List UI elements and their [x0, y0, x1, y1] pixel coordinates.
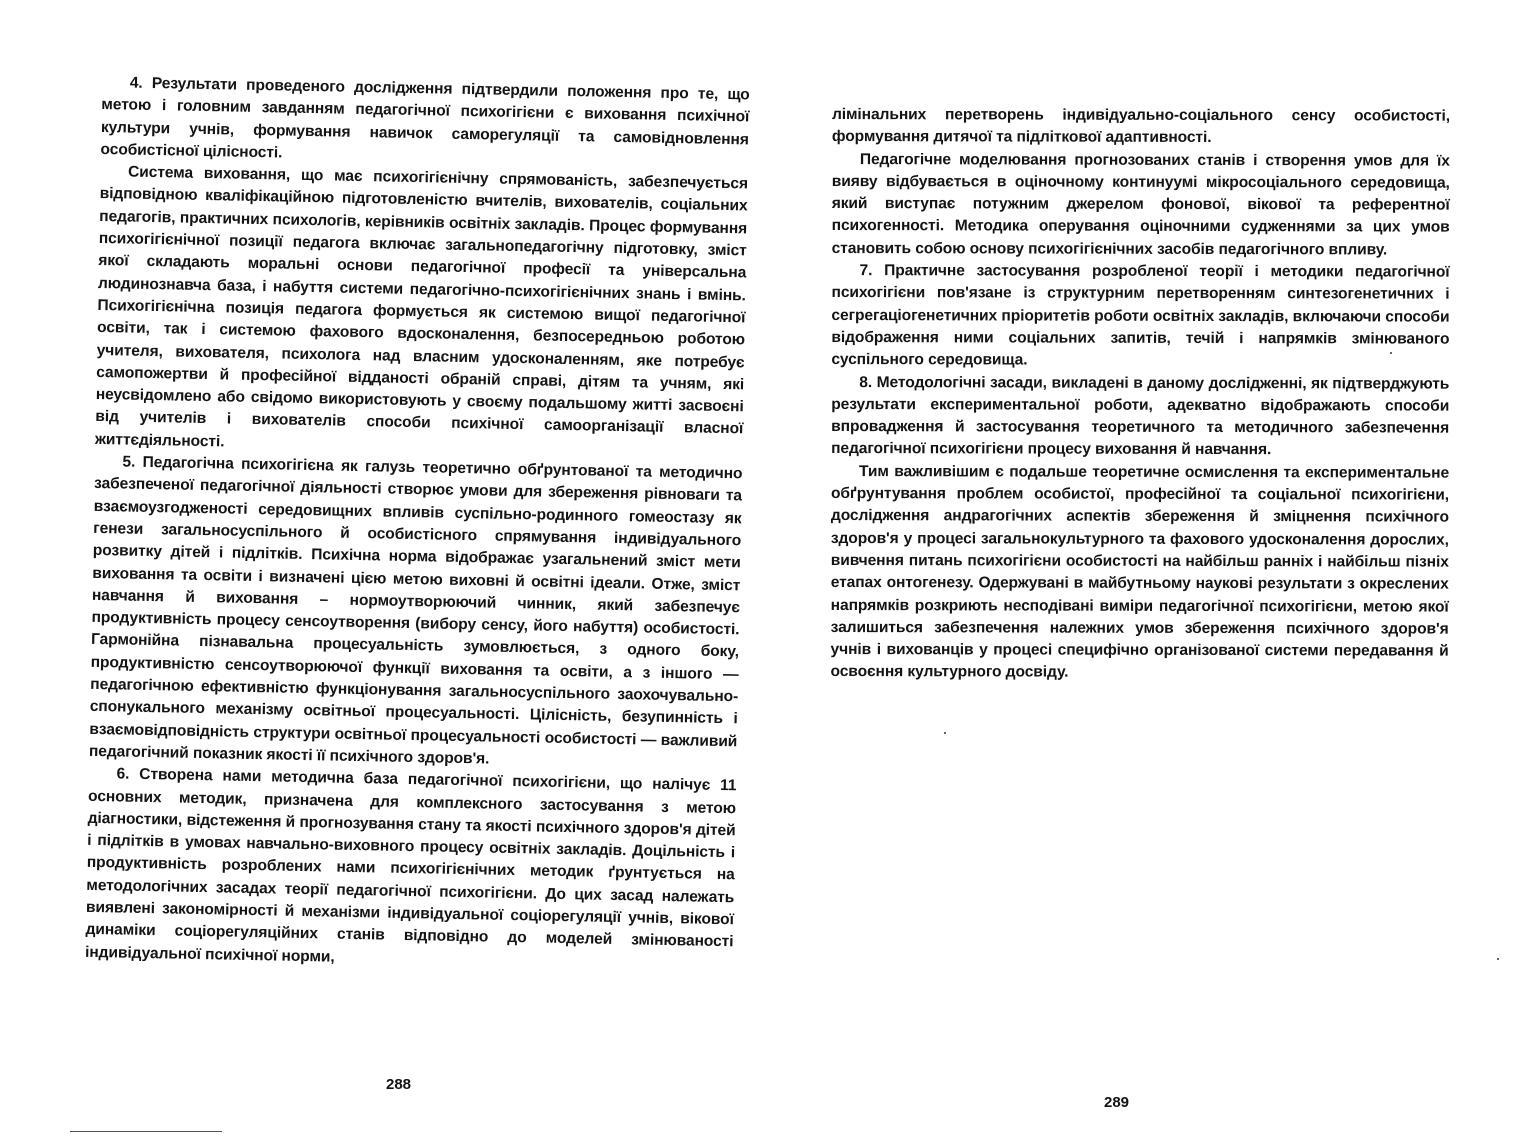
scan-speck [1390, 352, 1392, 354]
right-page-text [830, 104, 1450, 685]
paragraph: 5. Педагогічна психогігієна як галузь теоретично обґрунтованої та методично забезпеченої педагогічної діяльності створює умови для збереження рівноваги та взаємоузгодженості середовищних впливів суспільно-родинного гомеостазу як генези загальносуспільного й особистісного спрямування індивідуального розвитку дітей і підлітків. Психічна норма відображає узагальнений зміст мети виховання та освіти і визначені цією метою виховні й освітні ідеали. Отже, зміст навчання й виховання – нормоутворюючий чинник, який забезпечує продуктивність процесу сенсоутворення (вибору сенсу, його набуття) особистості. Гармонійна пізнавальна процесуальність зумовлюється, з одного боку, продуктивністю сенсоутворюючої функції виховання та освіти, а з іншого — педагогічною ефективністю функціонування загальносуспільного заохочувально-спонукального механізму освітньої процесуальності. Цілісність, безупинність і взаємовідповідність структури освітньої процесуальності особистості — важливий педагогічний показник якості її психічного здоров'я. [88, 453, 743, 768]
right-page [770, 0, 1540, 1137]
scan-speck [1497, 958, 1499, 960]
paragraph: 4. Результати проведеного дослідження підтвердили положення про те, що метою і головним завданням педагогічної психогігієни є виховання психічної культури учнів, формування навичок саморегуляції та самовідновлення особистісної цілісності. [100, 74, 750, 162]
bottom-rule [70, 1131, 222, 1132]
scan-speck [944, 732, 946, 734]
page-number-left: 288 [386, 1076, 412, 1093]
paragraph: 7. Практичне застосування розробленої теорії і методики педагогічної психогігієни пов'язане із структурним перетворенням синтезогенетичних і сегрегаціогенетичних пріоритетів роботи освітніх закладів, включаючи способи відображення ними соціальних запитів, течій і напрямків змінюваного суспільного середовища. [831, 262, 1450, 369]
paragraph: лімінальних перетворень індивідуально-соціального сенсу особистості, формування дитячої та підліткової адаптивності. [831, 105, 1450, 147]
left-page-text [85, 72, 750, 976]
paragraph: Тим важливішим є подальше теоретичне осмислення та експериментальне обґрунтування проблем особистої, професійної та соціальної психогігієни, дослідження андрагогічних аспектів збереження й зміцнення психічного здоров'я у процесі загальнокультурного та фахового удосконалення дорослих, вивчення питань психогігієни особистості на найбільш ранніх і найбільш пізніх етапах онтогенезу. Одержувані в майбутньому наукові результати з окреслених напрямків розкриють несподівані виміри педагогічної психогігієни, метою якої залишиться забезпечення належних умов збереження психічного здоров'я учнів і вихованців у процесі специфічно організованої системи передавання й освоєння культурного досвіду. [830, 462, 1450, 682]
paragraph: Система виховання, що має психогігієнічну спрямованість, забезпечується відповідною кваліфікаційною підготовленістю вчителів, вихователів, соціальних педагогів, практичних психологів, керівників освітніх закладів. Процес формування психогігієнічної позиції педагога включає загальнопедагогічну підготовку, зміст якої складають моральні основи педагогічної професії та універсальна людинознавча база, і набуття системи педагогічно-психогігієнічних знань і вмінь. Психогігієнічна позиція педагога формується як системою вищої педагогічної освіти, так і системою фахового вдосконалення, безпосередньою роботою учителя, вихователя, психолога над власним удосконаленням, яке потребує самопожертви й професійної відданості обраній справі, дітям та учням, які неусвідомлено або свідомо використовують у своєму подальшому житті засвоєні від учителів і вихователів способи психічної самоорганізації власної життєдіяльності. [94, 163, 749, 451]
page-number-right: 289 [1104, 1094, 1130, 1111]
paragraph: Педагогічне моделювання прогнозованих станів і створення умов для їх вияву відбувається в оціночному континуумі мікросоціального середовища, який виступає потужним джерелом фонової, вікової та референтної психогенності. Методика оперування оціночними судженнями за цих умов становить собою основу психогігієнічних засобів педагогічного впливу. [831, 150, 1450, 259]
paragraph: 8. Методологічні засади, викладені в даному дослідженні, як підтверджують результати експериментальної роботи, адекватно відображають способи впровадження й застосування теоретичного та методичного забезпечення педагогічної психогігієни процесу виховання й навчання. [831, 373, 1450, 459]
paragraph: 6. Створена нами методична база педагогічної психогігієни, що налічує 11 основних методик, призначена для комплексного застосування з метою діагностики, відстеження й прогнозування стану та якості психічного здоров'я дітей і підлітків в умовах навчально-виховного процесу освітніх закладів. Доцільність і продуктивність розроблених нами психогігієнічних методик ґрунтується на методологічних засадах теорії педагогічної психогігієни. До цих засад належать виявлені закономірності й механізми індивідуальної соціорегуляції учнів, вікової динаміки соціорегуляційних станів відповідно до моделей змінюваності індивідуальної психічної норми, [84, 765, 737, 966]
